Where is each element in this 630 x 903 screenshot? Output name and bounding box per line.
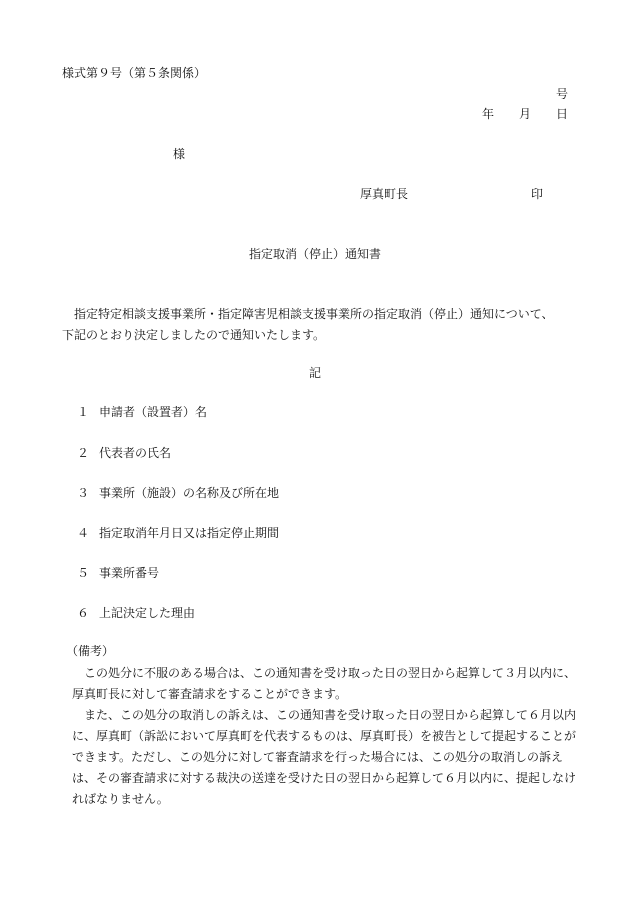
item-number: ４: [77, 526, 90, 540]
issuer-name: 厚真町長: [360, 187, 409, 201]
list-item: [77, 446, 171, 460]
document-title: 指定取消（停止）通知書: [249, 247, 382, 261]
list-item: [77, 486, 279, 500]
item-number: ６: [77, 606, 90, 620]
list-item: [77, 606, 195, 620]
addressee-suffix: 様: [173, 147, 186, 161]
item-number: ３: [77, 486, 90, 500]
body-line-1: 指定特定相談支援事業所・指定障害児相談支援事業所の指定取消（停止）通知について、: [74, 307, 554, 321]
seal-mark: 印: [531, 187, 544, 201]
list-item: [77, 566, 159, 580]
list-item: [77, 526, 279, 540]
ki-heading: 記: [309, 366, 322, 380]
date-month-label: 月: [519, 107, 532, 121]
item-label: 代表者の氏名: [99, 446, 172, 460]
body-line-2: 下記のとおり決定しましたので通知いたします。: [62, 328, 326, 342]
notes-body: [72, 663, 580, 810]
item-label: 事業所番号: [99, 566, 160, 580]
item-label: 申請者（設置者）名: [99, 405, 208, 419]
item-number: ５: [77, 566, 90, 580]
item-label: 上記決定した理由: [99, 606, 196, 620]
item-number: ２: [77, 446, 90, 460]
document-number-suffix: 号: [556, 87, 569, 101]
item-label: 事業所（施設）の名称及び所在地: [99, 486, 280, 500]
item-label: 指定取消年月日又は指定停止期間: [99, 526, 280, 540]
note-paragraph-1: この処分に不服のある場合は、この通知書を受け取った日の翌日から起算して３月以内に、厚真町長に対して審査請求をすることができます。: [72, 666, 577, 701]
date-year-label: 年: [482, 107, 495, 121]
item-number: １: [77, 405, 90, 419]
list-item: [77, 405, 207, 419]
body-paragraph: [62, 304, 574, 346]
form-label: 様式第９号（第５条関係）: [62, 66, 207, 80]
date-day-label: 日: [556, 107, 569, 121]
note-paragraph-2: また、この処分の取消しの訴えは、この通知書を受け取った日の翌日から起算して６月以内に、厚真町（訴訟において厚真町を代表するものは、厚真町長）を被告として提起することができます。ただし、この処分に対して審査請求を行った場合には、この処分の取消しの訴えは、その審査請求に対する裁決の送達を受けた日の翌日から起算して６月以内に、提起しなければなりません。: [72, 708, 577, 806]
notes-heading: （備考）: [66, 644, 115, 658]
